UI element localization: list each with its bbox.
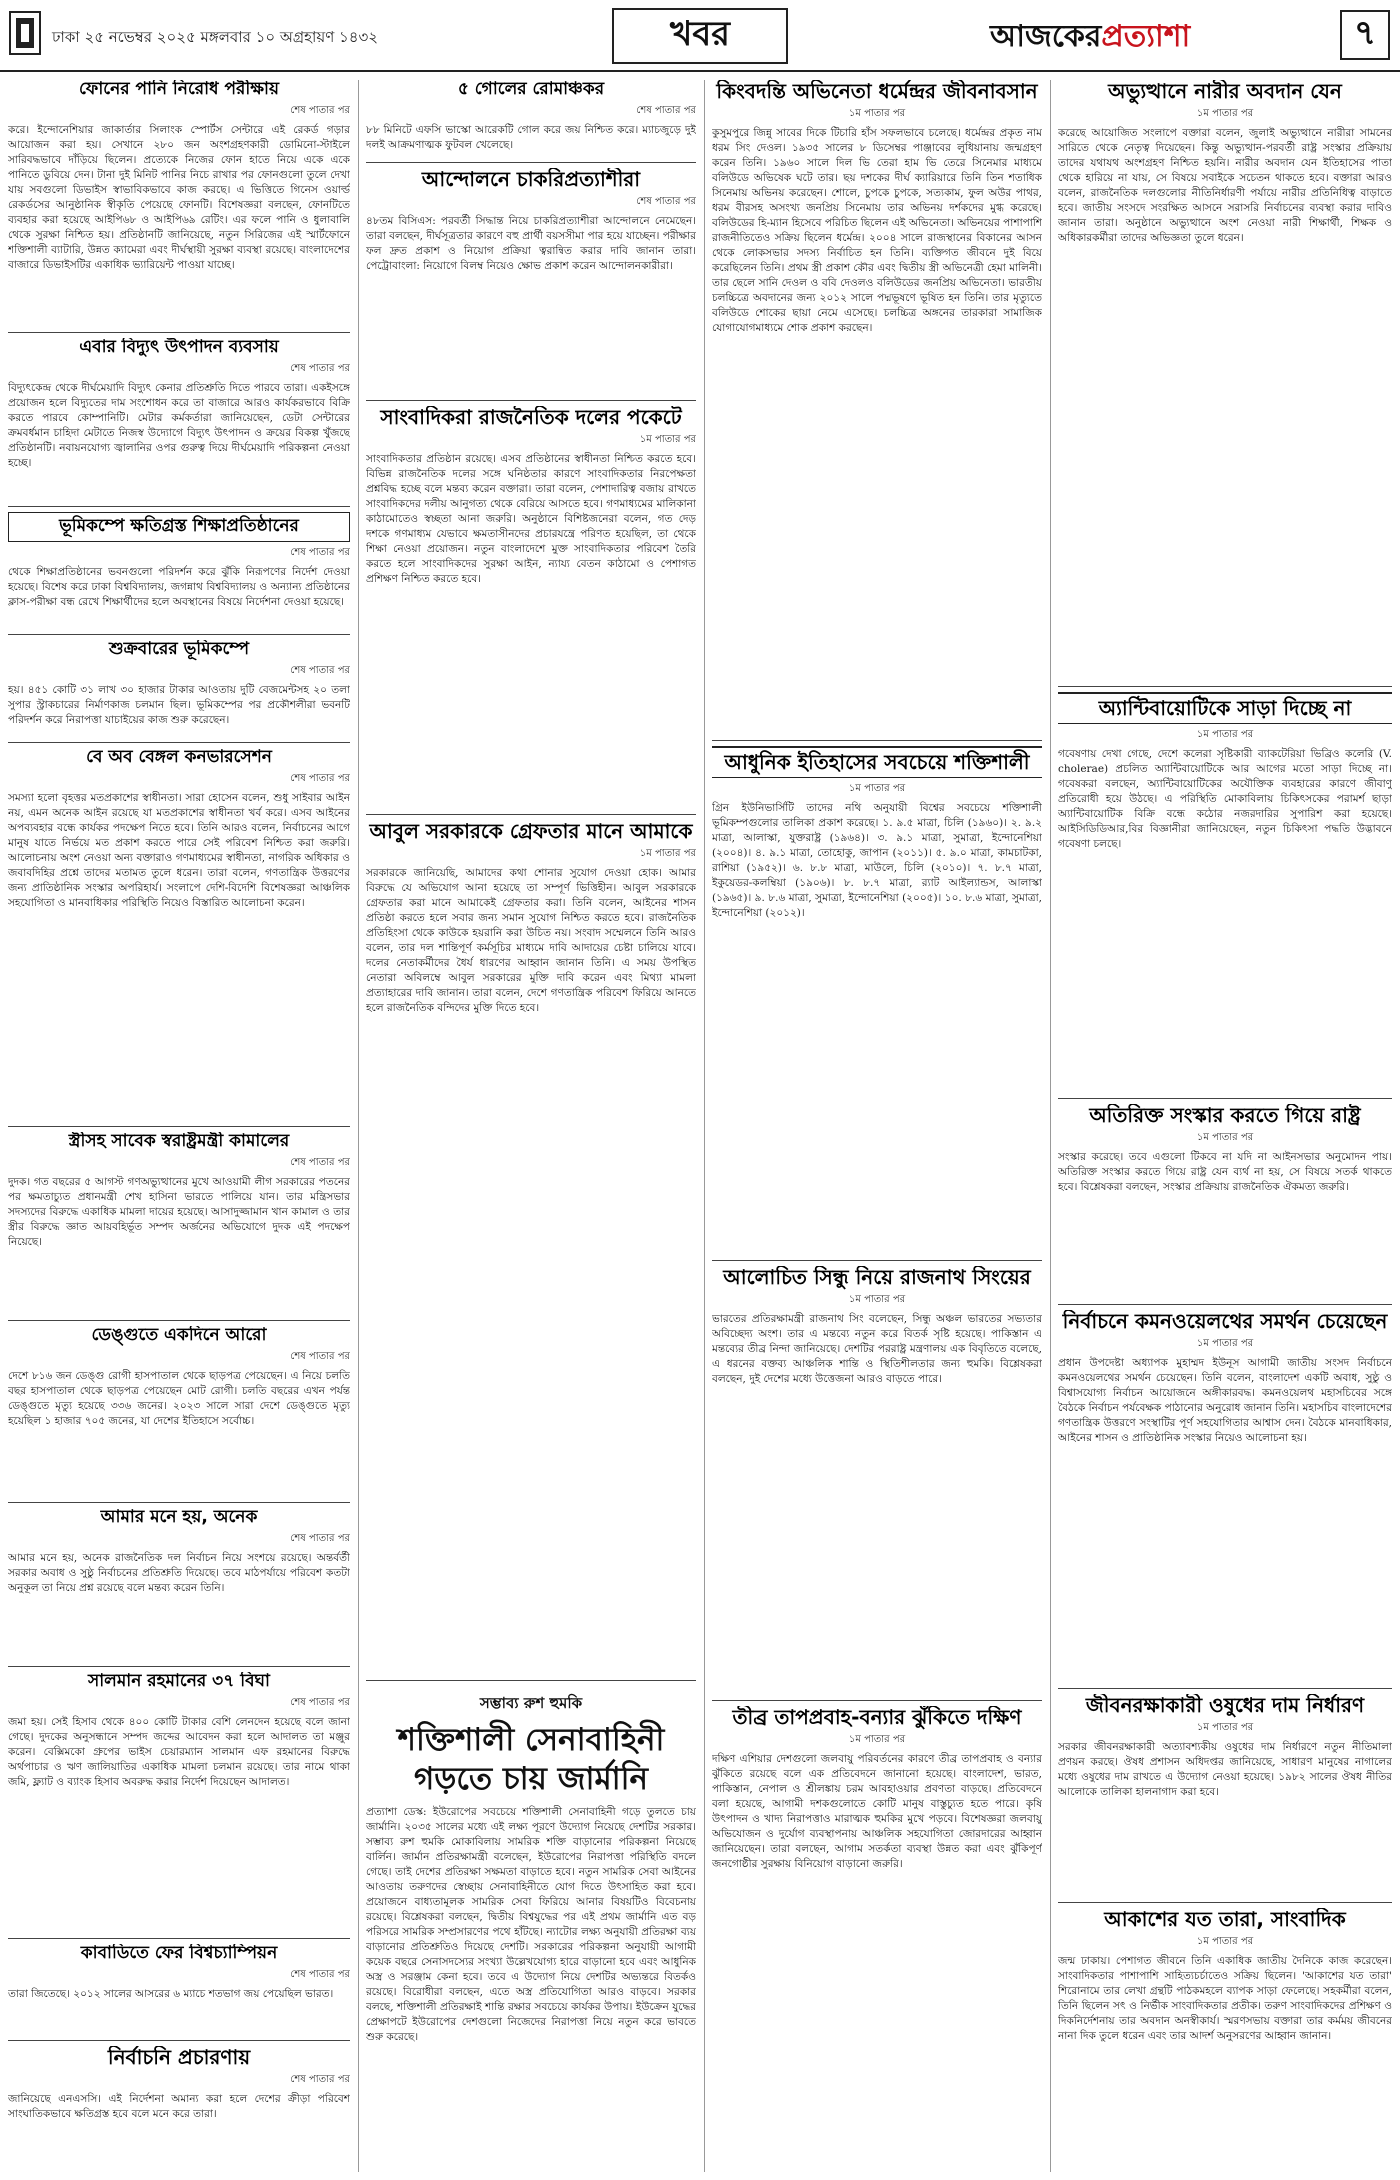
article-body: জন্ম ঢাকায়। পেশাগত জীবনে তিনি একাধিক জাতীয় দৈনিকে কাজ করেছেন। সাংবাদিকতার পাশাপাশি সাহিত্যচর্চাতেও সক্রিয় ছিলেন। 'আকাশের যত তারা' শিরোনামে তার লেখা গ্রন্থটি পাঠকমহলে ব্যাপক সাড়া ফেলেছে। সহকর্মীরা বলেন, তিনি ছিলেন সৎ ও নির্ভীক সাংবাদিকতার প্রতীক। তরুণ সাংবাদিকদের প্রশিক্ষণ ও দিকনির্দেশনায় তার অবদান অনস্বীকার্য। স্মরণসভায় বক্তারা তার কর্মময় জীবনের নানা দিক তুলে ধরেন এবং তার আদর্শ অনুসরণের আহ্বান জানান।: [1058, 1955, 1392, 2042]
article-divider: [8, 742, 350, 743]
page-number: ৭: [1340, 10, 1390, 60]
article-body: দুদক। গত বছরের ৫ আগস্ট গণঅভ্যুত্থানের মুখে আওয়ামী লীগ সরকারের পতনের পর ক্ষমতাচ্যুত প্রধানমন্ত্রী শেখ হাসিনা ভারতে পালিয়ে যান। তার মন্ত্রিসভার সদস্যদের বিরুদ্ধে একাধিক মামলা দায়ের হয়েছে। আসাদুজ্জামান খান কামাল ও তার স্ত্রীর বিরুদ্ধে জ্ঞাত আয়বহির্ভূত সম্পদ অর্জনের অভিযোগে দুদক এই পদক্ষেপ নিয়েছে।: [8, 1175, 350, 1248]
article-body: তারা জিতেছে। ২০১২ সালের আসরের ৬ ম্যাচে শতভাগ জয় পেয়েছিল ভারত।: [8, 1987, 334, 2000]
column-2: [366, 80, 696, 2172]
article-body: করে। ইন্দোনেশিয়ার জাকার্তার সিলাংক স্পোর্টস সেন্টারে এই রেকর্ড গড়ার আয়োজন করা হয়। সেখানে ২৮০ জন অংশগ্রহণকারী ডোমিনো-স্টাইলে সারিবদ্ধভাবে দাঁড়িয়ে ছিলেন। প্রত্যেকে নিজের ফোন হাতে নিয়ে একে একে পানিতে ডুবিয়ে দেন। টানা দুই মিনিট পানির নিচে রাখার পর ফোনগুলো তুলে দেখা যায় সবগুলো ডিভাইস স্বাভাবিকভাবে কাজ করছে। এ ভিত্তিতে গিনেস ওয়ার্ল্ড রেকর্ডসের আনুষ্ঠানিক স্বীকৃতি পেয়েছে ফোনটি। বিশেষজ্ঞরা বলছেন, ফোনটিতে ব্যবহার করা হয়েছে আইপি৬৮ ও আইপি৬৯ রেটিং। এর ফলে পানি ও ধুলাবালি থেকে সুরক্ষা নিশ্চিত হয়। প্রতিষ্ঠানটি জানিয়েছে, নতুন সিরিজের এই স্মার্টফোনে শক্তিশালী ব্যাটারি, উন্নত ক্যামেরা এবং দীর্ঘস্থায়ী সুরক্ষা ব্যবস্থা রয়েছে। বাংলাদেশের বাজারে ডিভাইসটির একাধিক ভ্যারিয়েন্ট পাওয়া যাচ্ছে।: [8, 123, 350, 271]
article-divider: [8, 2040, 350, 2041]
article-divider: [8, 1320, 350, 1321]
article-divider: [8, 332, 350, 333]
article-body: সরকার জীবনরক্ষাকারী অত্যাবশ্যকীয় ওষুধের দাম নির্ধারণে নতুন নীতিমালা প্রণয়ন করছে। ঔষধ প্রশাসন অধিদপ্তর জানিয়েছে, সাধারণ মানুষের নাগালের মধ্যে ওষুধের দাম রাখতে এ উদ্যোগ নেওয়া হয়েছে। ১৯৮২ সালের ঔষধ নীতির আলোকে তালিকা হালনাগাদ করা হবে।: [1058, 1741, 1392, 1798]
article-body: আমার মনে হয়, অনেক রাজনৈতিক দল নির্বাচন নিয়ে সংশয়ে রয়েছে। অন্তর্বর্তী সরকার অবাধ ও সুষ্ঠু নির্বাচনের প্রতিশ্রুতি দিয়েছে। তবে মাঠপর্যায়ে পরিবেশ কতটা অনুকূল তা নিয়ে প্রশ্ন রয়েছে বলে মন্তব্য করেন তিনি।: [8, 1551, 350, 1594]
logo-part-1: আজকের: [990, 18, 1102, 54]
article-headline: কাবাডিতে ফের বিশ্বচ্যাম্পিয়ন: [80, 1944, 278, 1963]
article-divider: [8, 1938, 350, 1939]
continuation-label: শেষ পাতার পর: [636, 196, 696, 207]
article-earthquakes: [712, 746, 1042, 1256]
article-divider: [8, 506, 350, 507]
continuation-label: শেষ পাতার পর: [290, 772, 350, 784]
article-headline: শুক্রবারের ভূমিকম্পে: [108, 640, 250, 659]
column-rule: [358, 80, 359, 2172]
article-antibiotics: [1058, 692, 1392, 1094]
article-body: প্রত্যাশা ডেস্ক: ইউরোপের সবচেয়ে শক্তিশালী সেনাবাহিনী গড়ে তুলতে চায় জার্মানি। ২০৩৫ সালের মধ্যে এই লক্ষ্য পূরণে উদ্যোগ নিয়েছে দেশটির সরকার। সম্ভাব্য রুশ হুমকি মোকাবিলায় সামরিক শক্তি বাড়ানোর পরিকল্পনা নিয়েছে বার্লিন। জার্মান প্রতিরক্ষামন্ত্রী বলেছেন, ইউরোপের নিরাপত্তা পরিস্থিতি বদলে গেছে। তাই দেশের প্রতিরক্ষা সক্ষমতা বাড়াতে হবে। নতুন সামরিক সেবা আইনের আওতায় তরুণদের স্বেচ্ছায় সেনাবাহিনীতে যোগ দিতে উৎসাহিত করা হবে। প্রয়োজনে বাধ্যতামূলক সামরিক সেবা ফিরিয়ে আনার বিষয়টিও বিবেচনায় রয়েছে। বিশ্লেষকরা বলছেন, দ্বিতীয় বিশ্বযুদ্ধের পর এই প্রথম জার্মানি এত বড় পরিসরে সামরিক সম্প্রসারণের পথে হাঁটছে। ন্যাটোর লক্ষ্য অনুযায়ী প্রতিরক্ষা ব্যয় বাড়ানোর প্রতিশ্রুতিও দিয়েছে দেশটি। সরকারের পরিকল্পনা অনুযায়ী আগামী কয়েক বছরে সেনাসদস্যের সংখ্যা উল্লেখযোগ্য হারে বাড়ানো হবে এবং আধুনিক অস্ত্র ও সরঞ্জাম কেনা হবে। তবে এ উদ্যোগ নিয়ে দেশটির অভ্যন্তরে বিতর্কও রয়েছে। বিরোধীরা বলছেন, এতে অস্ত্র প্রতিযোগিতা আরও বাড়বে। সরকার বলছে, শক্তিশালী প্রতিরক্ষাই শান্তি রক্ষার সবচেয়ে কার্যকর উপায়। ইউক্রেন যুদ্ধের প্রেক্ষাপটে ইউরোপের দেশগুলো নিজেদের নিরাপত্তা নিয়ে নতুন করে ভাবতে শুরু করেছে।: [366, 1805, 696, 2043]
article-headline: জীবনরক্ষাকারী ওষুধের দাম নির্ধারণ: [1085, 1694, 1365, 1717]
article-divider: [8, 634, 350, 635]
continuation-label: ১ম পাতার পর: [1196, 108, 1254, 119]
continuation-label: ১ম পাতার পর: [1196, 1132, 1254, 1143]
article-divider: [712, 1700, 1042, 1701]
article-over-reform: [1058, 1104, 1392, 1300]
article-journalist-stars: [1058, 1908, 1392, 2172]
article-kicker: সম্ভাব্য রুশ হুমকি: [479, 1694, 583, 1712]
continuation-label: ১ম পাতার পর: [1196, 1936, 1254, 1947]
article-women-uprising: [1058, 80, 1392, 682]
continuation-label: ১ম পাতার পর: [639, 434, 696, 445]
article-meta-power: [8, 338, 350, 502]
article-headline: তীব্র তাপপ্রবাহ-বন্যার ঝুঁকিতে দক্ষিণ: [732, 1706, 1022, 1729]
article-body: জমা হয়। সেই হিসাব থেকে ৪০০ কোটি টাকার বেশি লেনদেন হয়েছে বলে জানা গেছে। দুদকের অনুসন্ধানে সম্পদ জব্দের আবেদন করা হলে আদালত তা মঞ্জুর করেন। বেক্সিমকো গ্রুপের ভাইস চেয়ারম্যান সালমান এফ রহমানের বিরুদ্ধে অর্থপাচার ও ঋণ জালিয়াতির একাধিক মামলা চলমান রয়েছে। তার নামে থাকা জমি, ফ্ল্যাট ও ব্যাংক হিসাব অবরুদ্ধ করার নির্দেশ দিয়েছেন আদালত।: [8, 1715, 350, 1788]
article-body: প্রধান উপদেষ্টা অধ্যাপক মুহাম্মদ ইউনূস আগামী জাতীয় সংসদ নির্বাচনে কমনওয়েলথের সমর্থন চেয়েছেন। তিনি বলেন, বাংলাদেশ একটি অবাধ, সুষ্ঠু ও বিশ্বাসযোগ্য নির্বাচন আয়োজনে অঙ্গীকারবদ্ধ। কমনওয়েলথ মহাসচিবের সঙ্গে বৈঠকে নির্বাচন পর্যবেক্ষক পাঠানোর অনুরোধ জানান তিনি। মহাসচিব বাংলাদেশের গণতান্ত্রিক উত্তরণে সংস্থাটির পূর্ণ সহযোগিতার আশ্বাস দেন। বৈঠকে মানবাধিকার, আইনের শাসন ও প্রাতিষ্ঠানিক সংস্কার নিয়েও আলোচনা হয়।: [1058, 1357, 1392, 1444]
article-headline: ভূমিকম্পে ক্ষতিগ্রস্ত শিক্ষাপ্রতিষ্ঠানের: [8, 512, 350, 542]
article-headline: শক্তিশালী সেনাবাহিনী গড়তে চায় জার্মানি: [397, 1722, 665, 1797]
article-body: সংস্কার করেছে। তবে এগুলো টিকবে না যদি না আইনসভার অনুমোদন পায়। অতিরিক্ত সংস্কার করতে গিয়ে রাষ্ট্র যেন ব্যর্থ না হয়, সে বিষয়ে সতর্ক থাকতে হবে। বিশ্লেষকরা বলছেন, সংস্কার প্রক্রিয়ায় রাজনৈতিক ঐকমত্য জরুরি।: [1058, 1151, 1392, 1193]
continuation-label: শেষ পাতার পর: [290, 104, 350, 116]
article-body: বিদ্যুৎকেন্দ্র থেকে দীর্ঘমেয়াদি বিদ্যুৎ কেনার প্রতিশ্রুতি দিতে পারবে তারা। একইসঙ্গে প্রয়োজন হলে বিদ্যুতের দাম সংশোধন করে তা বাজারে আরও কার্যকরভাবে বিক্রি করতে পারবে কোম্পানিটি। মেটার কর্মকর্তারা জানিয়েছেন, ডেটা সেন্টারের ক্রমবর্ধমান চাহিদা মেটাতে নিজস্ব উদ্যোগে বিদ্যুৎ উৎপাদন ও ক্রয়ের বিকল্প খুঁজছে প্রতিষ্ঠানটি। নবায়নযোগ্য জ্বালানির ওপর গুরুত্ব দিয়ে দীর্ঘমেয়াদি পরিকল্পনা নেওয়া হচ্ছে।: [8, 381, 350, 469]
article-headline: ডেঙ্গুতে একদিনে আরো: [91, 1326, 267, 1345]
article-quake-schools: [8, 512, 350, 630]
article-divider: [8, 1502, 350, 1503]
article-headline: আন্দোলনে চাকরিপ্রত্যাশীরা: [421, 168, 641, 191]
article-body: দেশে ৮১৬ জন ডেঙ্গু রোগী হাসপাতাল থেকে ছাড়পত্র পেয়েছেন। এ নিয়ে চলতি বছর হাসপাতাল থেকে ছাড়পত্র পেয়েছেন মোট রোগী। চলতি বছরের এখন পর্যন্ত ডেঙ্গুতে মৃত্যু হয়েছে ৩৩৬ জনের। ২০২৩ সালে সারা দেশে ডেঙ্গুতে মৃত্যু হয়েছিল ১ হাজার ৭০৫ জনের, যা দেশের ইতিহাসে সর্বোচ্চ।: [8, 1369, 350, 1427]
continuation-label: শেষ পাতার পর: [290, 1696, 350, 1708]
article-salman: [8, 1672, 350, 1934]
article-body: ৪৮তম বিসিএস: পরবর্তী সিদ্ধান্ত নিয়ে চাকরিপ্রত্যাশীরা আন্দোলনে নেমেছেন। তারা বলছেন, দীর্ঘসূত্রতার কারণে বহু প্রার্থী বয়সসীমা পার হয়ে যাচ্ছেন। পরীক্ষার ফল দ্রুত প্রকাশ ও নিয়োগ প্রক্রিয়া ত্বরান্বিত করার দাবি জানান তারা। পেট্রোবাংলা: নিয়োগে বিলম্ব নিয়েও ক্ষোভ প্রকাশ করেন আন্দোলনকারীরা।: [366, 215, 696, 272]
article-headline: নির্বাচনি প্রচারণায়: [107, 2046, 251, 2069]
continuation-label: ১ম পাতার পর: [848, 108, 906, 119]
article-headline: ফোনের পানি নিরোধ পরীক্ষায়: [79, 80, 279, 99]
continuation-label: শেষ পাতার পর: [290, 546, 350, 558]
column-3: [712, 80, 1042, 2172]
article-headline: ৫ গোলের রোমাঞ্চকর: [457, 80, 605, 99]
logo-part-2: প্রত্যাশা: [1101, 18, 1191, 54]
continuation-label: শেষ পাতার পর: [290, 664, 350, 676]
article-headline: এবার বিদ্যুৎ উৎপাদন ব্যবসায়: [79, 338, 279, 357]
article-divider: [1058, 1902, 1392, 1903]
continuation-label: ১ম পাতার পর: [1196, 1722, 1254, 1733]
article-headline: আবুল সরকারকে গ্রেফতার মানে আমাকে: [369, 820, 693, 843]
article-headline: আকাশের যত তারা, সাংবাদিক: [1104, 1908, 1346, 1931]
article-body: গ্রিন ইউনিভার্সিটি তাদের নথি অনুযায়ী বিশ্বের সবচেয়ে শক্তিশালী ভূমিকম্পগুলোর তালিকা প্রকাশ করেছে। ১. ৯.৫ মাত্রা, চিলি (১৯৬০)। ২. ৯.২ মাত্রা, আলাস্কা, যুক্তরাষ্ট্র (১৯৬৪)। ৩. ৯.১ মাত্রা, সুমাত্রা, ইন্দোনেশিয়া (২০০৪)। ৪. ৯.১ মাত্রা, তোহোকু, জাপান (২০১১)। ৫. ৯.০ মাত্রা, কামচাটকা, রাশিয়া (১৯৫২)। ৬. ৮.৮ মাত্রা, মাউলে, চিলি (২০১০)। ৭. ৮.৭ মাত্রা, ইকুয়েডর-কলম্বিয়া (১৯০৬)। ৮. ৮.৭ মাত্রা, র‍্যাট আইল্যান্ডস, আলাস্কা (১৯৬৫)। ৯. ৮.৬ মাত্রা, সুমাত্রা, ইন্দোনেশিয়া (২০০৫)। ১০. ৮.৬ মাত্রা, সুমাত্রা, ইন্দোনেশিয়া (২০১২)।: [712, 802, 1042, 919]
section-title: খবর: [612, 8, 788, 64]
article-divider: [1058, 1304, 1392, 1305]
continuation-label: ১ম পাতার পর: [848, 1734, 906, 1745]
article-headline: বে অব বেঙ্গল কনভারসেশন: [86, 748, 272, 767]
newspaper-logo: [990, 12, 1320, 62]
article-headline: অতিরিক্ত সংস্কার করতে গিয়ে রাষ্ট্র: [1089, 1104, 1361, 1127]
article-headline: অভ্যুত্থানে নারীর অবদান যেন: [1108, 80, 1342, 103]
article-rajnath: [712, 1266, 1042, 1696]
continuation-label: ১ম পাতার পর: [848, 783, 906, 794]
article-headline: কিংবদন্তি অভিনেতা ধর্মেন্দ্রর জীবনাবসান: [716, 80, 1038, 103]
article-body: থেকে শিক্ষাপ্রতিষ্ঠানের ভবনগুলো পরিদর্শন করে ঝুঁকি নিরূপণের নির্দেশ দেওয়া হয়েছে। বিশেষ করে ঢাকা বিশ্ববিদ্যালয়, জগন্নাথ বিশ্ববিদ্যালয় ও অন্যান্য প্রতিষ্ঠানের ক্লাস-পরীক্ষা বন্ধ রেখে শিক্ষার্থীদের হলে অবস্থানের বিষয়ে নির্দেশনা দেওয়া হয়েছে।: [8, 565, 350, 608]
article-body: সরকারকে জানিয়েছি, আমাদের কথা শোনার সুযোগ দেওয়া হোক। আমার বিরুদ্ধে যে অভিযোগ আনা হয়েছে তা সম্পূর্ণ ভিত্তিহীন। আবুল সরকারকে গ্রেফতার করা মানে আমাকেই গ্রেফতার করা। তিনি বলেন, আইনের শাসন প্রতিষ্ঠা করতে হলে সবার জন্য সমান সুযোগ নিশ্চিত করতে হবে। রাজনৈতিক প্রতিহিংসা থেকে কাউকে হয়রানি করা উচিত নয়। সংবাদ সম্মেলনে তিনি আরও বলেন, তার দল শান্তিপূর্ণ কর্মসূচির মাধ্যমে দাবি আদায়ের চেষ্টা চালিয়ে যাবে। দলের নেতাকর্মীদের ধৈর্য ধারণের আহ্বান জানান তিনি। এ সময় উপস্থিত নেতারা অবিলম্বে আবুল সরকারের মুক্তি দাবি করেন এবং মিথ্যা মামলা প্রত্যাহারের দাবি জানান। তারা বলেন, দেশে গণতান্ত্রিক পরিবেশ ফিরিয়ে আনতে হলে রাজনৈতিক বন্দিদের মুক্তি দিতে হবে।: [366, 867, 696, 1014]
article-journalists: [366, 406, 696, 810]
article-kamal: [8, 1132, 350, 1316]
article-divider: [1058, 686, 1392, 687]
article-body: ৮৮ মিনিটে এফসি ভাস্কো আরেকটি গোল করে জয় নিশ্চিত করে। ম্যাচজুড়ে দুই দলই আক্রমণাত্মক ফুটবল খেলেছে।: [366, 123, 696, 151]
article-body: দক্ষিণ এশিয়ার দেশগুলো জলবায়ু পরিবর্তনের কারণে তীব্র তাপপ্রবাহ ও বন্যার ঝুঁকিতে রয়েছে বলে এক প্রতিবেদনে জানানো হয়েছে। বাংলাদেশ, ভারত, পাকিস্তান, নেপাল ও শ্রীলঙ্কায় চরম আবহাওয়ার প্রবণতা বাড়ছে। প্রতিবেদনে বলা হয়েছে, আগামী দশকগুলোতে কোটি মানুষ বাস্তুচ্যুত হতে পারে। কৃষি উৎপাদন ও খাদ্য নিরাপত্তাও মারাত্মক হুমকির মুখে পড়বে। বিশেষজ্ঞরা জলবায়ু অভিযোজন ও দুর্যোগ ব্যবস্থাপনায় আঞ্চলিক সহযোগিতা জোরদারের আহ্বান জানিয়েছেন। তারা বলছেন, আগাম সতর্কতা ব্যবস্থা উন্নত করা এবং ঝুঁকিপূর্ণ জনগোষ্ঠীর সুরক্ষায় বিনিয়োগ বাড়ানো জরুরি।: [712, 1753, 1042, 1870]
article-headline: আলোচিত সিন্ধু নিয়ে রাজনাথ সিংয়ের: [723, 1266, 1031, 1289]
article-headline: আমার মনে হয়, অনেক: [100, 1508, 258, 1527]
article-headline: নির্বাচনে কমনওয়েলথের সমর্থন চেয়েছেন: [1062, 1310, 1388, 1333]
article-commonwealth: [1058, 1310, 1392, 1684]
article-body: হয়। ৪৫১ কোটি ৩১ লাখ ৩০ হাজার টাকার আওতায় দুটি বেজমেন্টসহ ২০ তলা সুপার স্ট্রাকচারের নির্মাণকাজ চলমান ছিল। ভূমিকম্পের পর প্রকৌশলীরা ভবনটি পরিদর্শন করে নিরাপত্তা যাচাইয়ের কাজ শুরু করেছেন।: [8, 683, 350, 726]
corner-ornament-icon: [8, 10, 42, 56]
continuation-label: ১ম পাতার পর: [1196, 729, 1254, 740]
article-five-goals: [366, 80, 696, 158]
article-body: ভারতের প্রতিরক্ষামন্ত্রী রাজনাথ সিং বলেছেন, সিন্ধু অঞ্চল ভারতের সভ্যতার অবিচ্ছেদ্য অংশ। তার এ মন্তব্যে নতুন করে বিতর্ক সৃষ্টি হয়েছে। পাকিস্তান এ মন্তব্যের তীব্র নিন্দা জানিয়েছে। দেশটির পররাষ্ট্র মন্ত্রণালয় এক বিবৃতিতে বলেছে, এ ধরনের বক্তব্য আঞ্চলিক শান্তি ও স্থিতিশীলতার জন্য হুমকি। বিশ্লেষকরা বলছেন, দুই দেশের মধ্যে উত্তেজনা আরও বাড়তে পারে।: [712, 1313, 1042, 1385]
dateline: ঢাকা ২৫ নভেম্বর ২০২৫ মঙ্গলবার ১০ অগ্রহায়ণ ১৪৩২: [52, 28, 379, 46]
article-job-seekers: [366, 168, 696, 396]
column-1: [8, 80, 350, 2172]
article-kabaddi: [8, 1944, 350, 2036]
article-opinion: [8, 1508, 350, 1662]
continuation-label: ১ম পাতার পর: [1196, 1338, 1254, 1349]
article-dengue: [8, 1326, 350, 1498]
continuation-label: শেষ পাতার পর: [290, 1156, 350, 1168]
article-bay-of-bengal: [8, 748, 350, 1122]
continuation-label: ১ম পাতার পর: [848, 1294, 906, 1305]
article-headline: সাংবাদিকরা রাজনৈতিক দলের পকেটে: [380, 406, 682, 429]
article-campaign: [8, 2046, 350, 2170]
column-4: [1058, 80, 1392, 2172]
article-divider: [712, 740, 1042, 741]
continuation-label: শেষ পাতার পর: [290, 1968, 350, 1980]
article-heatwave: [712, 1706, 1042, 2172]
column-rule: [1050, 80, 1051, 2172]
continuation-label: শেষ পাতার পর: [290, 1532, 350, 1544]
article-body: কুসুমপুরে জিন্নু সাবের দিকে টিচারি হাঁস সফলভাবে চলেছে। ধর্মেন্দ্রর প্রকৃত নাম ধরম সিং দেওল। ১৯৩৫ সালের ৮ ডিসেম্বর পাঞ্জাবের লুধিয়ানায় জন্মগ্রহণ করেন তিনি। ১৯৬০ সালে দিল ভি তেরা হাম ভি তেরে সিনেমার মাধ্যমে বলিউডে অভিষেক ঘটে তার। ছয় দশকের দীর্ঘ ক্যারিয়ারে তিনি তিন শতাধিক সিনেমায় অভিনয় করেছেন। শোলে, চুপকে চুপকে, সত্যকাম, ফুল অউর পাথর, ধরম বীরসহ অসংখ্য জনপ্রিয় সিনেমায় তার অভিনয় দর্শকদের মুগ্ধ করেছে। বলিউডের হি-ম্যান হিসেবে পরিচিত ছিলেন এই অভিনেতা। অভিনয়ের পাশাপাশি রাজনীতিতেও সক্রিয় ছিলেন ধর্মেন্দ্র। ২০০৪ সালে রাজস্থানের বিকানের আসন থেকে লোকসভার সদস্য নির্বাচিত হন তিনি। ব্যক্তিগত জীবনে দুই বিয়ে করেছিলেন তিনি। প্রথম স্ত্রী প্রকাশ কৌর এবং দ্বিতীয় স্ত্রী অভিনেত্রী হেমা মালিনী। তার ছেলে সানি দেওল ও ববি দেওলও বলিউডের জনপ্রিয় অভিনেতা। ভারতীয় চলচ্চিত্রে অবদানের জন্য ২০১২ সালে পদ্মভূষণে ভূষিত হন তিনি। তার মৃত্যুতে বলিউডে শোকের ছায়া নেমে এসেছে। চলচ্চিত্র অঙ্গনের তারকারা সামাজিক যোগাযোগমাধ্যমে শোক প্রকাশ করছেন।: [712, 127, 1042, 334]
article-divider: [712, 1260, 1042, 1261]
article-germany-army: [366, 1686, 696, 2172]
article-divider: [366, 400, 696, 401]
continuation-label: ১ম পাতার পর: [639, 848, 696, 859]
article-body: গবেষণায় দেখা গেছে, দেশে কলেরা সৃষ্টিকারী ব্যাকটেরিয়া ভিব্রিও কলেরি (V. cholerae) প্রচলিত অ্যান্টিবায়োটিকে আর আগের মতো সাড়া দিচ্ছে না। গবেষকরা বলছেন, অ্যান্টিবায়োটিকের অযৌক্তিক ব্যবহারের কারণে জীবাণু প্রতিরোধী হয়ে উঠছে। এ পরিস্থিতি মোকাবিলায় চিকিৎসকের পরামর্শ ছাড়া অ্যান্টিবায়োটিক বিক্রি বন্ধে কঠোর নজরদারির সুপারিশ করা হয়েছে। আইসিডিডিআর,বির বিজ্ঞানীরা জানিয়েছেন, নতুন চিকিৎসা পদ্ধতি উদ্ভাবনে গবেষণা চলছে।: [1058, 748, 1392, 850]
article-headline: সালমান রহমানের ৩৭ বিঘা: [88, 1672, 270, 1691]
article-divider: [366, 814, 696, 815]
column-rule: [704, 80, 705, 2172]
continuation-label: শেষ পাতার পর: [636, 104, 696, 116]
article-body: সমস্যা হলো বৃহত্তর মতপ্রকাশের স্বাধীনতা। সারা হোসেন বলেন, শুধু সাইবার আইন নয়, এমন অনেক আইন রয়েছে যা মতপ্রকাশের স্বাধীনতা খর্ব করে। এসব আইনের অপব্যবহার বন্ধে কার্যকর পদক্ষেপ নিতে হবে। তিনি আরও বলেন, নির্বাচনের আগে মানুষ যাতে নির্ভয়ে মত প্রকাশ করতে পারে সেই পরিবেশ নিশ্চিত করা জরুরি। আলোচনায় অংশ নেওয়া অন্য বক্তারাও গণমাধ্যমের স্বাধীনতা, নাগরিক অধিকার ও জবাবদিহির প্রশ্নে তাদের মতামত তুলে ধরেন। তারা বলেন, গণতান্ত্রিক উত্তরণের জন্য প্রাতিষ্ঠানিক সংস্কার অপরিহার্য। সংলাপে দেশি-বিদেশি বিশেষজ্ঞরা আঞ্চলিক সহযোগিতা ও মানবাধিকার পরিস্থিতি নিয়েও বিস্তারিত আলোচনা করেন।: [8, 791, 350, 909]
article-headline: আধুনিক ইতিহাসের সবচেয়ে শক্তিশালী: [712, 746, 1042, 778]
article-divider: [8, 1666, 350, 1667]
article-divider: [8, 1126, 350, 1127]
article-phone-water: [8, 80, 350, 328]
article-divider: [1058, 1688, 1392, 1689]
article-divider: [1058, 1098, 1392, 1099]
article-divider: [366, 162, 696, 163]
article-drug-prices: [1058, 1694, 1392, 1898]
article-divider: [366, 1680, 696, 1681]
article-friday-quake: [8, 640, 350, 738]
continuation-label: শেষ পাতার পর: [290, 2074, 350, 2085]
continuation-label: শেষ পাতার পর: [290, 1350, 350, 1362]
continuation-label: শেষ পাতার পর: [290, 362, 350, 374]
article-headline: অ্যান্টিবায়োটিকে সাড়া দিচ্ছে না: [1058, 692, 1392, 724]
article-body: করেছে আয়োজিত সংলাপে বক্তারা বলেন, জুলাই অভ্যুত্থানে নারীরা সামনের সারিতে থেকে নেতৃত্ব দিয়েছেন। কিন্তু অভ্যুত্থান-পরবর্তী রাষ্ট্র সংস্কার প্রক্রিয়ায় তাদের যথাযথ অংশগ্রহণ নিশ্চিত হয়নি। নারীর অবদান যেন ইতিহাসের পাতা থেকে হারিয়ে না যায়, সে বিষয়ে সবাইকে সচেতন থাকতে হবে। বক্তারা আরও বলেন, রাজনৈতিক দলগুলোর নীতিনির্ধারণী পর্যায়ে নারীর প্রতিনিধিত্ব বাড়াতে হবে। জাতীয় সংসদে সংরক্ষিত আসনে সরাসরি নির্বাচনের ব্যবস্থা করার দাবিও জানান তারা। অনুষ্ঠানে অভ্যুত্থানে অংশ নেওয়া নারী শিক্ষার্থী, শিক্ষক ও অধিকারকর্মীরা তাদের অভিজ্ঞতা তুলে ধরেন।: [1058, 127, 1392, 244]
article-headline: স্ত্রীসহ সাবেক স্বরাষ্ট্রমন্ত্রী কামালের: [68, 1132, 290, 1151]
masthead: [0, 0, 1400, 72]
article-body: সাংবাদিকতার প্রতিষ্ঠান রয়েছে। এসব প্রতিষ্ঠানের স্বাধীনতা নিশ্চিত করতে হবে। বিভিন্ন রাজনৈতিক দলের সঙ্গে ঘনিষ্ঠতার কারণে সাংবাদিকতার নিরপেক্ষতা প্রশ্নবিদ্ধ হচ্ছে বলে মন্তব্য করেন বক্তারা। তারা বলেন, পেশাদারিত্ব বজায় রাখতে সাংবাদিকদের দলীয় আনুগত্য থেকে বেরিয়ে আসতে হবে। গণমাধ্যমের মালিকানা কাঠামোতেও স্বচ্ছতা আনা জরুরি। অনুষ্ঠানে বিশিষ্টজনেরা বলেন, গত দেড় দশকে গণমাধ্যম যেভাবে ক্ষমতাসীনদের প্রচারযন্ত্রে পরিণত হয়েছিল, তা থেকে শিক্ষা নেওয়া প্রয়োজন। নতুন বাংলাদেশে মুক্ত সাংবাদিকতার পরিবেশ তৈরি করতে হলে সাংবাদিকদের সুরক্ষা আইন, ন্যায্য বেতন কাঠামো ও পেশাগত প্রশিক্ষণ নিশ্চিত করতে হবে।: [366, 453, 696, 585]
article-body: জানিয়েছে এনএসসি। এই নির্দেশনা অমান্য করা হলে দেশের ক্রীড়া পরিবেশ সাংঘাতিকভাবে ক্ষতিগ্রস্ত হবে বলে মনে করে তারা।: [8, 2093, 350, 2120]
